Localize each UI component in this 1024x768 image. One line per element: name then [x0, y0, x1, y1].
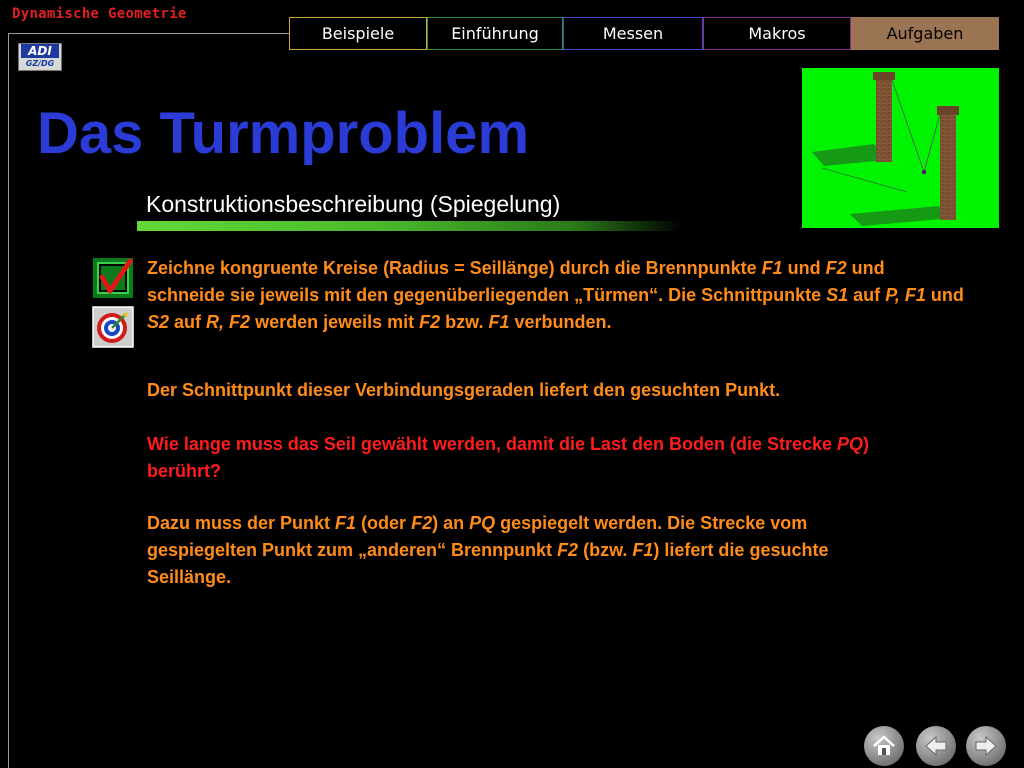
frame-divider-top	[8, 33, 290, 34]
math-symbol: PQ	[837, 434, 864, 454]
tab-1[interactable]: Einführung	[427, 17, 563, 50]
arrow-left-icon	[923, 733, 949, 759]
tower-drawing	[802, 68, 999, 228]
text-run: ) berührt?	[147, 434, 870, 481]
section-subtitle: Konstruktionsbeschreibung (Spiegelung)	[146, 191, 561, 217]
math-symbol: F1	[335, 513, 357, 533]
text-run: (oder	[356, 513, 412, 533]
text-run: Der Schnittpunkt dieser Verbindungsgeraden liefert den gesuchten Punkt.	[147, 380, 781, 400]
text-run: auf	[848, 285, 886, 305]
tab-2[interactable]: Messen	[563, 17, 703, 50]
math-symbol: R, F2	[206, 312, 251, 332]
text-run: auf	[169, 312, 207, 332]
math-symbol: F2	[557, 540, 579, 560]
logo-text-main: ADI	[21, 44, 59, 58]
math-symbol: F2	[419, 312, 441, 332]
text-run: und schneide sie jeweils mit den gegenüberliegenden „Türmen“. Die Schnittpunkte	[147, 258, 885, 305]
target-icon	[92, 306, 134, 348]
question-paragraph	[147, 431, 907, 485]
arrow-right-icon	[973, 733, 999, 759]
text-run: Dazu muss der Punkt	[147, 513, 336, 533]
subtitle-underline-bar	[137, 221, 683, 231]
math-symbol: F1	[761, 258, 783, 278]
math-symbol: S2	[147, 312, 170, 332]
check-icon	[92, 257, 134, 299]
text-run: werden jeweils mit	[250, 312, 420, 332]
tab-4[interactable]: Aufgaben	[851, 17, 999, 50]
instruction-paragraph-1	[147, 255, 967, 336]
text-run: gespiegelt werden. Die Strecke vom gespiegelten Punkt zum „anderen“ Brennpunkt	[147, 513, 808, 560]
text-run: Zeichne kongruente Kreise (Radius = Seillänge) durch die Brennpunkte	[147, 258, 762, 278]
tab-bar	[289, 17, 999, 50]
frame-divider-left	[8, 33, 9, 768]
tab-0[interactable]: Beispiele	[289, 17, 427, 50]
math-symbol: F1	[632, 540, 654, 560]
adi-logo	[18, 43, 62, 71]
logo-text-sub: GZ/DG	[25, 59, 55, 68]
math-symbol: F2	[411, 513, 433, 533]
text-run: verbunden.	[509, 312, 612, 332]
math-symbol: S1	[826, 285, 849, 305]
text-run: und	[925, 285, 964, 305]
math-symbol: F2	[825, 258, 847, 278]
math-symbol: F1	[488, 312, 510, 332]
previous-slide-button[interactable]	[916, 726, 956, 766]
math-symbol: P, F1	[885, 285, 926, 305]
instruction-paragraph-2	[147, 377, 967, 404]
tower-illustration	[802, 68, 999, 228]
next-slide-button[interactable]	[966, 726, 1006, 766]
answer-paragraph	[147, 510, 907, 591]
text-run: (bzw.	[578, 540, 633, 560]
page-title: Das Turmproblem	[37, 101, 530, 166]
text-run: und	[782, 258, 826, 278]
home-button[interactable]	[864, 726, 904, 766]
text-run: bzw.	[440, 312, 489, 332]
math-symbol: PQ	[469, 513, 496, 533]
home-icon	[871, 733, 897, 759]
tab-3[interactable]: Makros	[703, 17, 851, 50]
text-run: ) liefert die gesuchte Seillänge.	[147, 540, 829, 587]
app-title: Dynamische Geometrie	[12, 6, 187, 22]
text-run: Wie lange muss das Seil gewählt werden, damit die Last den Boden (die Strecke	[147, 434, 838, 454]
text-run: ) an	[432, 513, 470, 533]
